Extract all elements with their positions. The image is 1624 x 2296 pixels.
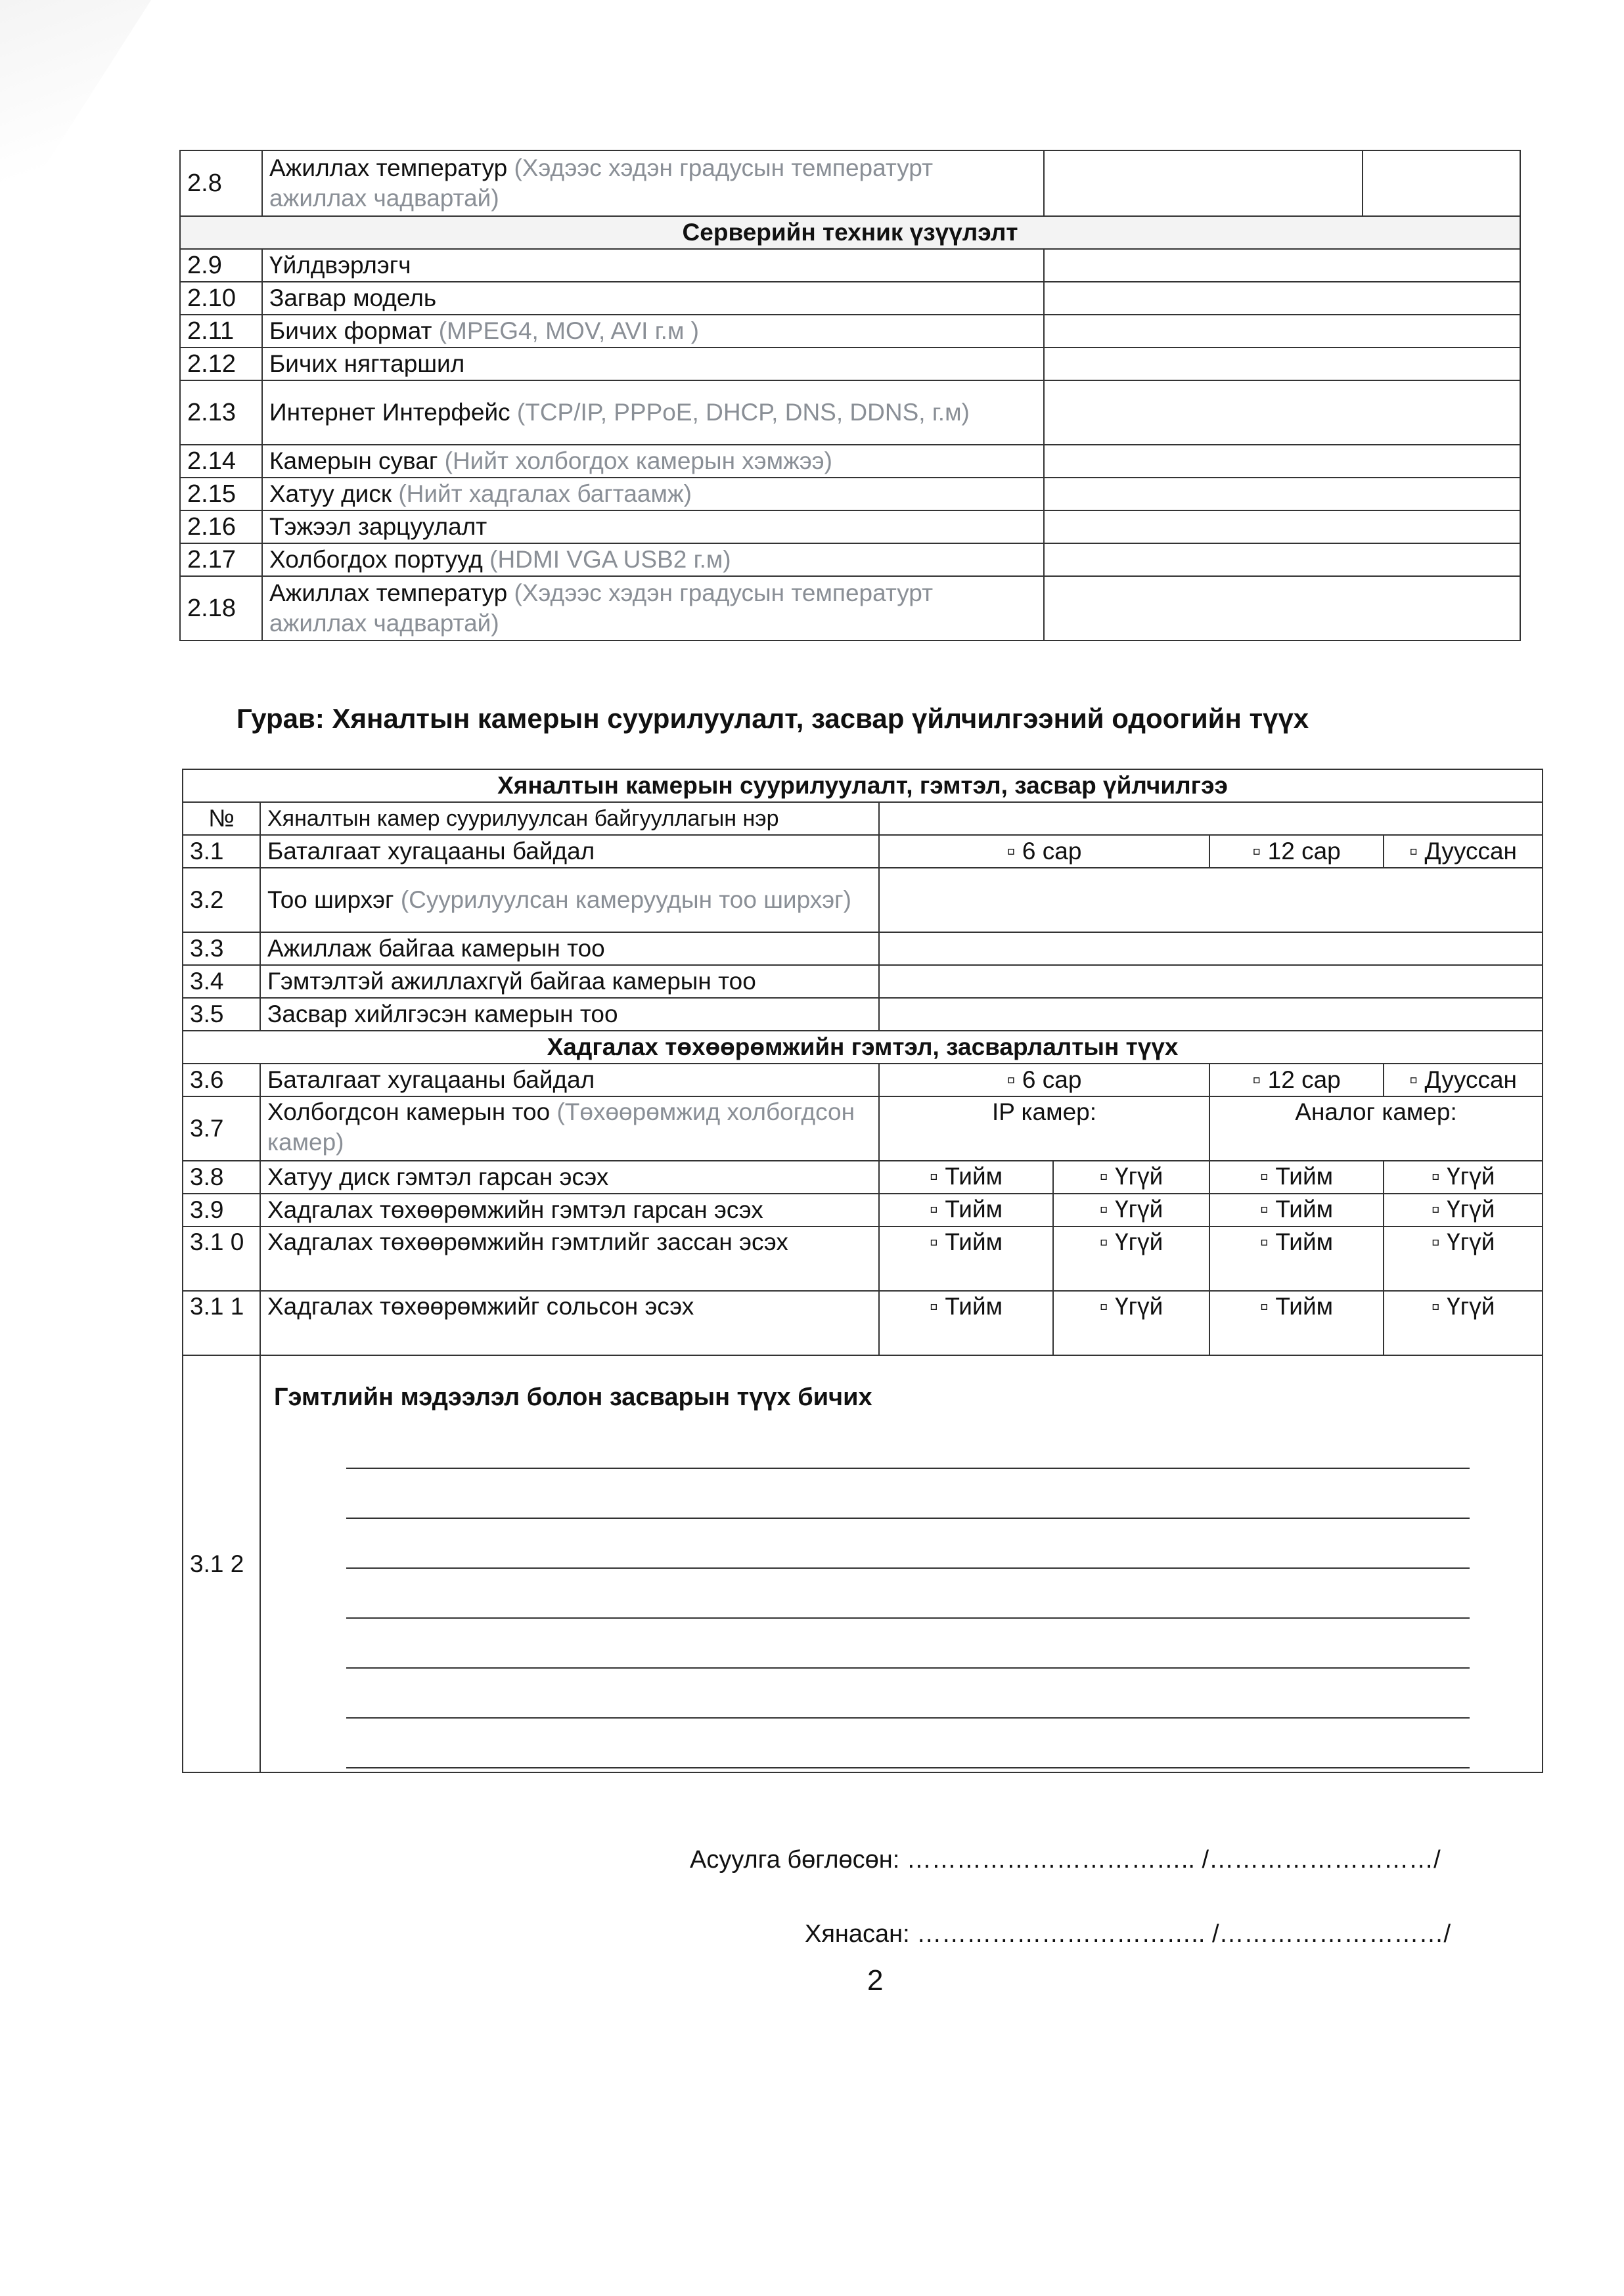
history-title: Гэмтлийн мэдээлэл болон засварын түүх бичих	[274, 1384, 872, 1411]
col-no-header: №	[183, 802, 260, 835]
writing-line[interactable]	[346, 1669, 1470, 1719]
row-number: 2.8	[180, 150, 262, 216]
checkbox-no-analog[interactable]: ▫ Үгүй	[1384, 1291, 1543, 1355]
row-number: 3.3	[183, 932, 260, 965]
row-hint: (HDMI VGA USB2 г.м)	[489, 546, 731, 573]
row-label: Баталгаат хугацааны байдал	[260, 1064, 879, 1096]
checkbox-no-ip[interactable]: ▫ Үгүй	[1053, 1227, 1209, 1291]
row-hint: (Хэдээс хэдэн градусын температурт ажиллах чадвартай)	[269, 154, 934, 212]
table-row	[180, 380, 1520, 445]
row-number: 3.1 0	[183, 1227, 260, 1291]
answer-cell[interactable]	[1044, 510, 1520, 543]
checkbox-yes-analog[interactable]: ▫ Тийм	[1209, 1227, 1384, 1291]
server-section-header: Серверийн техник үзүүлэлт	[180, 216, 1520, 249]
checkbox-yes-ip[interactable]: ▫ Тийм	[879, 1227, 1053, 1291]
row-number: 3.7	[183, 1096, 260, 1161]
row-number: 3.9	[183, 1194, 260, 1227]
row-label: Ажиллах температур (Хэдээс хэдэн градусын температурт ажиллах чадвартай)	[262, 150, 1044, 216]
answer-cell[interactable]	[879, 998, 1543, 1031]
checkbox-expired[interactable]: ▫ Дууссан	[1384, 1064, 1543, 1096]
table-row	[183, 1227, 1543, 1291]
table-row	[180, 348, 1520, 380]
row-number: 2.16	[180, 510, 262, 543]
row-number: 2.11	[180, 315, 262, 348]
answer-cell[interactable]	[1044, 282, 1520, 315]
row-hint: (Хэдээс хэдэн градусын температурт ажиллах чадвартай)	[269, 579, 934, 637]
table-row	[180, 478, 1520, 510]
row-number: 3.4	[183, 965, 260, 998]
checkbox-no-analog[interactable]: ▫ Үгүй	[1384, 1227, 1543, 1291]
installation-history-table	[182, 769, 1543, 1773]
row-number: 2.9	[180, 249, 262, 282]
row-label: Баталгаат хугацааны байдал	[260, 835, 879, 868]
row-hint: (TCP/IP, PPPoE, DHCP, DNS, DDNS, г.м)	[516, 399, 970, 426]
row-number: 3.5	[183, 998, 260, 1031]
row-label: Загвар модель	[262, 282, 1044, 315]
row-number: 2.10	[180, 282, 262, 315]
table-row	[180, 510, 1520, 543]
row-label: Гэмтэлтэй ажиллахгүй байгаа камерын тоо	[260, 965, 879, 998]
checkbox-12-months[interactable]: ▫ 12 сар	[1209, 1064, 1384, 1096]
row-label: Бичих формат (MPEG4, MOV, AVI г.м )	[262, 315, 1044, 348]
table-row	[183, 1194, 1543, 1227]
checkbox-yes-analog[interactable]: ▫ Тийм	[1209, 1194, 1384, 1227]
checkbox-no-analog[interactable]: ▫ Үгүй	[1384, 1161, 1543, 1194]
row-hint: (Нийт холбогдох камерын хэмжээ)	[444, 447, 832, 474]
row-number: 3.2	[183, 868, 260, 932]
writing-line[interactable]	[346, 1569, 1470, 1619]
table-row	[183, 1291, 1543, 1355]
row-number: 2.17	[180, 543, 262, 576]
row-label: Интернет Интерфейс (TCP/IP, PPPoE, DHCP, DNS, DDNS, г.м)	[262, 380, 1044, 445]
answer-cell[interactable]	[1044, 543, 1520, 576]
ip-camera-field[interactable]: IP камер:	[879, 1096, 1209, 1161]
writing-line[interactable]	[346, 1619, 1470, 1669]
page-fold-shadow	[0, 0, 171, 250]
row-number: 2.18	[180, 576, 262, 641]
server-rows	[180, 249, 1520, 641]
analog-camera-field[interactable]: Аналог камер:	[1209, 1096, 1543, 1161]
answer-cell[interactable]	[1044, 380, 1520, 445]
checkbox-no-analog[interactable]: ▫ Үгүй	[1384, 1194, 1543, 1227]
row-number: 3.1 2	[183, 1355, 260, 1772]
writing-line[interactable]	[346, 1719, 1470, 1768]
signature-filled-by[interactable]: Асуулга бөглөсөн: …………………………….. /………………………/	[690, 1846, 1441, 1874]
table-row	[180, 576, 1520, 641]
history-write-area[interactable]	[260, 1355, 1543, 1772]
row-label: Тоо ширхэг (Суурилуулсан камеруудын тоо ширхэг)	[260, 868, 879, 932]
page-number: 2	[867, 1964, 884, 1996]
row-label: Камерын суваг (Нийт холбогдох камерын хэмжээ)	[262, 445, 1044, 478]
row-number: 2.14	[180, 445, 262, 478]
checkbox-no-ip[interactable]: ▫ Үгүй	[1053, 1291, 1209, 1355]
writing-line[interactable]	[346, 1519, 1470, 1569]
row-hint: (MPEG4, MOV, AVI г.м )	[438, 317, 699, 344]
row-label: Холбогдох портууд (HDMI VGA USB2 г.м)	[262, 543, 1044, 576]
storage-section-header: Хадгалах төхөөрөмжийн гэмтэл, засварлалтын түүх	[183, 1031, 1543, 1064]
answer-cell[interactable]	[1044, 445, 1520, 478]
answer-cell[interactable]	[879, 932, 1543, 965]
answer-cell[interactable]	[879, 965, 1543, 998]
table-row	[183, 1161, 1543, 1194]
table-row	[180, 282, 1520, 315]
row-label: Хадгалах төхөөрөмжийг сольсон эсэх	[260, 1291, 879, 1355]
checkbox-no-ip[interactable]: ▫ Үгүй	[1053, 1161, 1209, 1194]
checkbox-yes-ip[interactable]: ▫ Тийм	[879, 1161, 1053, 1194]
checkbox-yes-analog[interactable]: ▫ Тийм	[1209, 1291, 1384, 1355]
answer-cell[interactable]	[1044, 478, 1520, 510]
row-number: 3.8	[183, 1161, 260, 1194]
row-label: Хатуу диск (Нийт хадгалах багтаамж)	[262, 478, 1044, 510]
technical-specs-table	[179, 150, 1521, 641]
row-label: Холбогдсон камерын тоо (Төхөөрөмжид холбогдсон камер)	[260, 1096, 879, 1161]
table-row	[180, 543, 1520, 576]
table-row	[180, 445, 1520, 478]
col-name-header: Хяналтын камер суурилуулсан байгууллагын нэр	[260, 802, 879, 835]
section-heading: Гурав: Хяналтын камерын суурилуулалт, засвар үйлчилгээний одоогийн түүх	[237, 703, 1309, 734]
answer-cell[interactable]	[1044, 150, 1363, 216]
writing-line[interactable]	[346, 1469, 1470, 1519]
answer-cell[interactable]	[1044, 576, 1520, 641]
table-row	[180, 315, 1520, 348]
answer-cell[interactable]	[1363, 150, 1520, 216]
checkbox-yes-analog[interactable]: ▫ Тийм	[1209, 1161, 1384, 1194]
organization-name-field[interactable]	[879, 802, 1543, 835]
row-number: 3.1	[183, 835, 260, 868]
row-label: Ажиллах температур (Хэдээс хэдэн градусын температурт ажиллах чадвартай)	[262, 576, 1044, 641]
row-hint: (Төхөөрөмжид холбогдсон камер)	[267, 1098, 855, 1156]
checkbox-no-ip[interactable]: ▫ Үгүй	[1053, 1194, 1209, 1227]
signature-checked-by[interactable]: Хянасан: …………………………….. /………………………/	[805, 1920, 1451, 1948]
answer-cell[interactable]	[879, 868, 1543, 932]
row-number: 3.1 1	[183, 1291, 260, 1355]
yes-no-rows	[183, 1161, 1543, 1355]
row-hint: (Нийт хадгалах багтаамж)	[398, 480, 692, 507]
table-row	[180, 150, 1520, 216]
row-label: Бичих нягтаршил	[262, 348, 1044, 380]
row-label: Хадгалах төхөөрөмжийн гэмтэл гарсан эсэх	[260, 1194, 879, 1227]
row-number: 2.15	[180, 478, 262, 510]
checkbox-yes-ip[interactable]: ▫ Тийм	[879, 1291, 1053, 1355]
row-label: Үйлдвэрлэгч	[262, 249, 1044, 282]
writing-line[interactable]	[346, 1419, 1470, 1469]
row-number: 2.13	[180, 380, 262, 445]
checkbox-yes-ip[interactable]: ▫ Тийм	[879, 1194, 1053, 1227]
checkbox-12-months[interactable]: ▫ 12 сар	[1209, 835, 1384, 868]
checkbox-6-months[interactable]: ▫ 6 сар	[879, 835, 1209, 868]
answer-cell[interactable]	[1044, 315, 1520, 348]
checkbox-expired[interactable]: ▫ Дууссан	[1384, 835, 1543, 868]
row-label: Хадгалах төхөөрөмжийн гэмтлийг зассан эсэх	[260, 1227, 879, 1291]
row-label: Хатуу диск гэмтэл гарсан эсэх	[260, 1161, 879, 1194]
row-number: 2.12	[180, 348, 262, 380]
answer-cell[interactable]	[1044, 348, 1520, 380]
table-row	[180, 249, 1520, 282]
answer-cell[interactable]	[1044, 249, 1520, 282]
row-label: Засвар хийлгэсэн камерын тоо	[260, 998, 879, 1031]
row-number: 3.6	[183, 1064, 260, 1096]
table-title: Хяналтын камерын суурилуулалт, гэмтэл, засвар үйлчилгээ	[183, 769, 1543, 802]
row-label: Тэжээл зарцуулалт	[262, 510, 1044, 543]
row-label: Ажиллаж байгаа камерын тоо	[260, 932, 879, 965]
checkbox-6-months[interactable]: ▫ 6 сар	[879, 1064, 1209, 1096]
row-hint: (Суурилуулсан камеруудын тоо ширхэг)	[400, 886, 851, 913]
